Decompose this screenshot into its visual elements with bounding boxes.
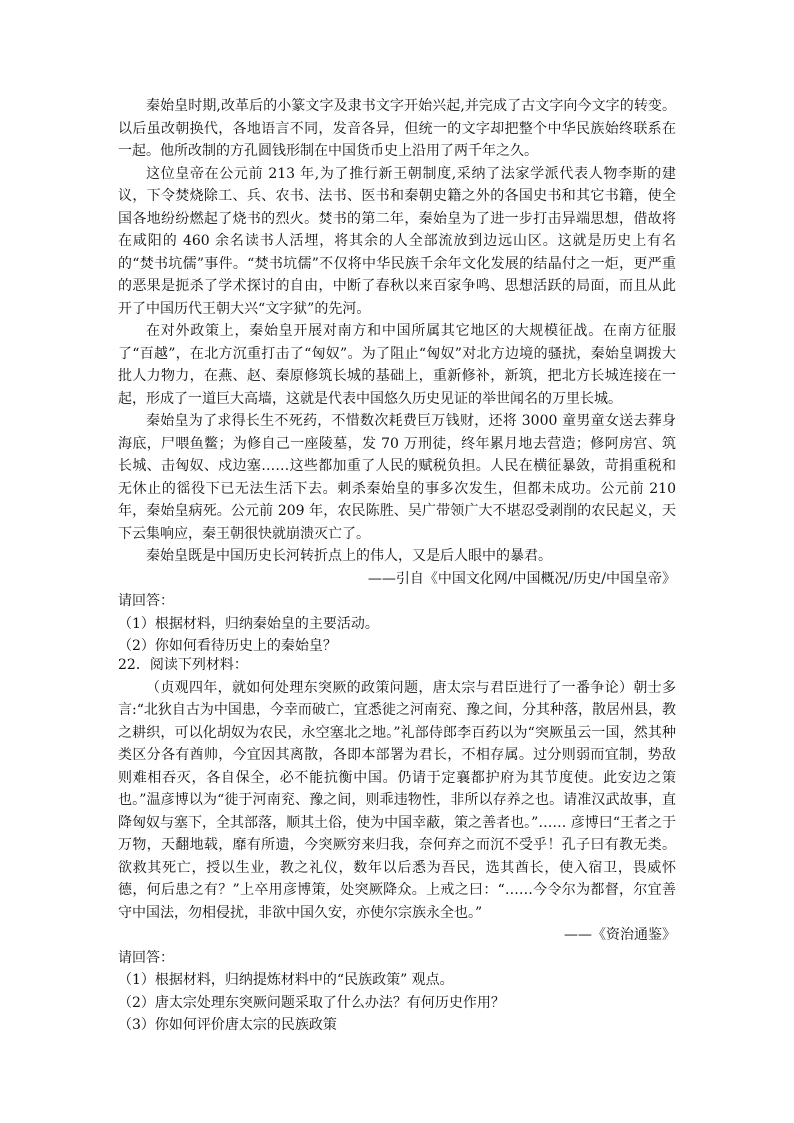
paragraph: 秦始皇为了求得长生不死药，不惜数次耗费巨万钱财，还将 3000 童男童女送去葬身海底，尸喂鱼鳖；为修自己一座陵墓，发 70 万刑徒，终年累月地去营造；修阿房宫、筑长城、击匈奴、戍边塞……这些都加重了人民的赋税负担。人民在横征暴敛，苛捐重税和无休止的徭役下已无法生活下去。刺杀秦始皇的事多次发生，但都未成功。公元前 210 年，秦始皇病死。公元前 209 年，农民陈胜、吴广带领广大不堪忍受剥削的农民起义，天下云集响应，秦王朝很快就崩溃灭亡了。 xyxy=(118,413,676,542)
paragraph: 秦始皇既是中国历史长河转折点上的伟人，又是后人眼中的暴君。 xyxy=(146,548,552,564)
question-item: （2）你如何看待历史上的秦始皇？ xyxy=(118,638,337,654)
source-citation: ——《资治通鉴》 xyxy=(564,927,676,943)
question-item: （2）唐太宗处理东突厥问题采取了什么办法？有何历史作用？ xyxy=(118,994,505,1011)
paragraph: 秦始皇时期,改革后的小篆文字及隶书文字开始兴起,并完成了古文字向今文字的转变。以后虽改朝换代，各地语言不同，发音各异，但统一的文字却把整个中华民族始终联系在一起。他所改制的方孔圆钱形制在中国货币史上沿用了两千年之久。 xyxy=(118,98,676,159)
paragraph: 这位皇帝在公元前 213 年,为了推行新王朝制度,采纳了法家学派代表人物李斯的建议，下令焚烧除工、兵、农书、法书、医书和秦朝史籍之外的各国史书和其它书籍，使全国各地纷纷燃起了烧书的烈火。焚书的第二年，秦始皇为了进一步打击异端思想，借故将在咸阳的 460 余名读书人活埋，将其余的人全部流放到边远山区。这就是历史上有名的“焚书坑儒”事件。“焚书坑儒”不仅将中华民族千余年文化发展的结晶付之一炬，更严重的恶果是扼杀了学术探讨的自由，中断了春秋以来百家争鸣、思想活跃的局面，而且从此开了中国历代王朝大兴“文字狱”的先河。 xyxy=(118,165,676,317)
answer-prompt: 请回答： xyxy=(118,593,174,609)
source-citation: ——引自《中国文化网/中国概况/历史/中国皇帝》 xyxy=(367,570,676,587)
material-2 xyxy=(118,654,676,1037)
material-1 xyxy=(118,95,676,658)
paragraph: （贞观四年，就如何处理东突厥的政策问题，唐太宗与君臣进行了一番争论）朝士多言:“北狄自古为中国患，今幸而破亡，宜悉徙之河南兖、豫之间，分其种落，散居州县，教之耕织，可以化胡奴为农民，永空塞北之地。”礼部侍郎李百药以为“突厥虽云一国，然其种类区分各有酋帅，今宜因其离散，各即本部署为君长，不相存属。过分则弱而宜制，势敌则难相吞灭，各自保全，必不能抗衡中国。仍请于定襄都护府为其节度使。此安边之策也。”温彦博以为“徙于河南兖、豫之间，则乖违物性，非所以存养之也。请准汉武故事，直降匈奴与塞下，全其部落，顺其土俗，使为中国幸蔽，策之善者也。”…… 彦博曰“王者之于万物，天翻地载，靡有所遗，今突厥穷来归我，奈何弃之而沉不受乎！孔子曰有教无类。欲救其死亡，授以生业，教之礼仪，数年以后悉为吾民，选其酋长，使入宿卫，畏威怀德，何后患之有？”上卒用彦博策，处突厥降众。上戒之曰：“……今令尔为都督，尔宜善守中国法，勿相侵扰，非欲中国久安，亦使尔宗族永全也。” xyxy=(118,679,676,921)
answer-prompt: 请回答： xyxy=(118,949,174,966)
paragraph: 在对外政策上，秦始皇开展对南方和中国所属其它地区的大规模征战。在南方征服了“百越”，在北方沉重打击了“匈奴”。为了阻止“匈奴”对北方边境的骚扰，秦始皇调拨大批人力物力，在燕、赵、秦原修筑长城的基础上，重新修补，新筑，把北方长城连接在一起，形成了一道巨大高墙，这就是代表中国悠久历史见证的举世闻名的万里长城。 xyxy=(118,323,676,407)
question-item: （1）根据材料，归纳秦始皇的主要活动。 xyxy=(118,615,379,632)
question-item: （3）你如何评价唐太宗的民族政策 xyxy=(118,1017,337,1033)
question-heading: 22．阅读下列材料： xyxy=(118,657,248,673)
question-item: （1）根据材料，归纳提炼材料中的“民族政策” 观点。 xyxy=(118,972,454,988)
